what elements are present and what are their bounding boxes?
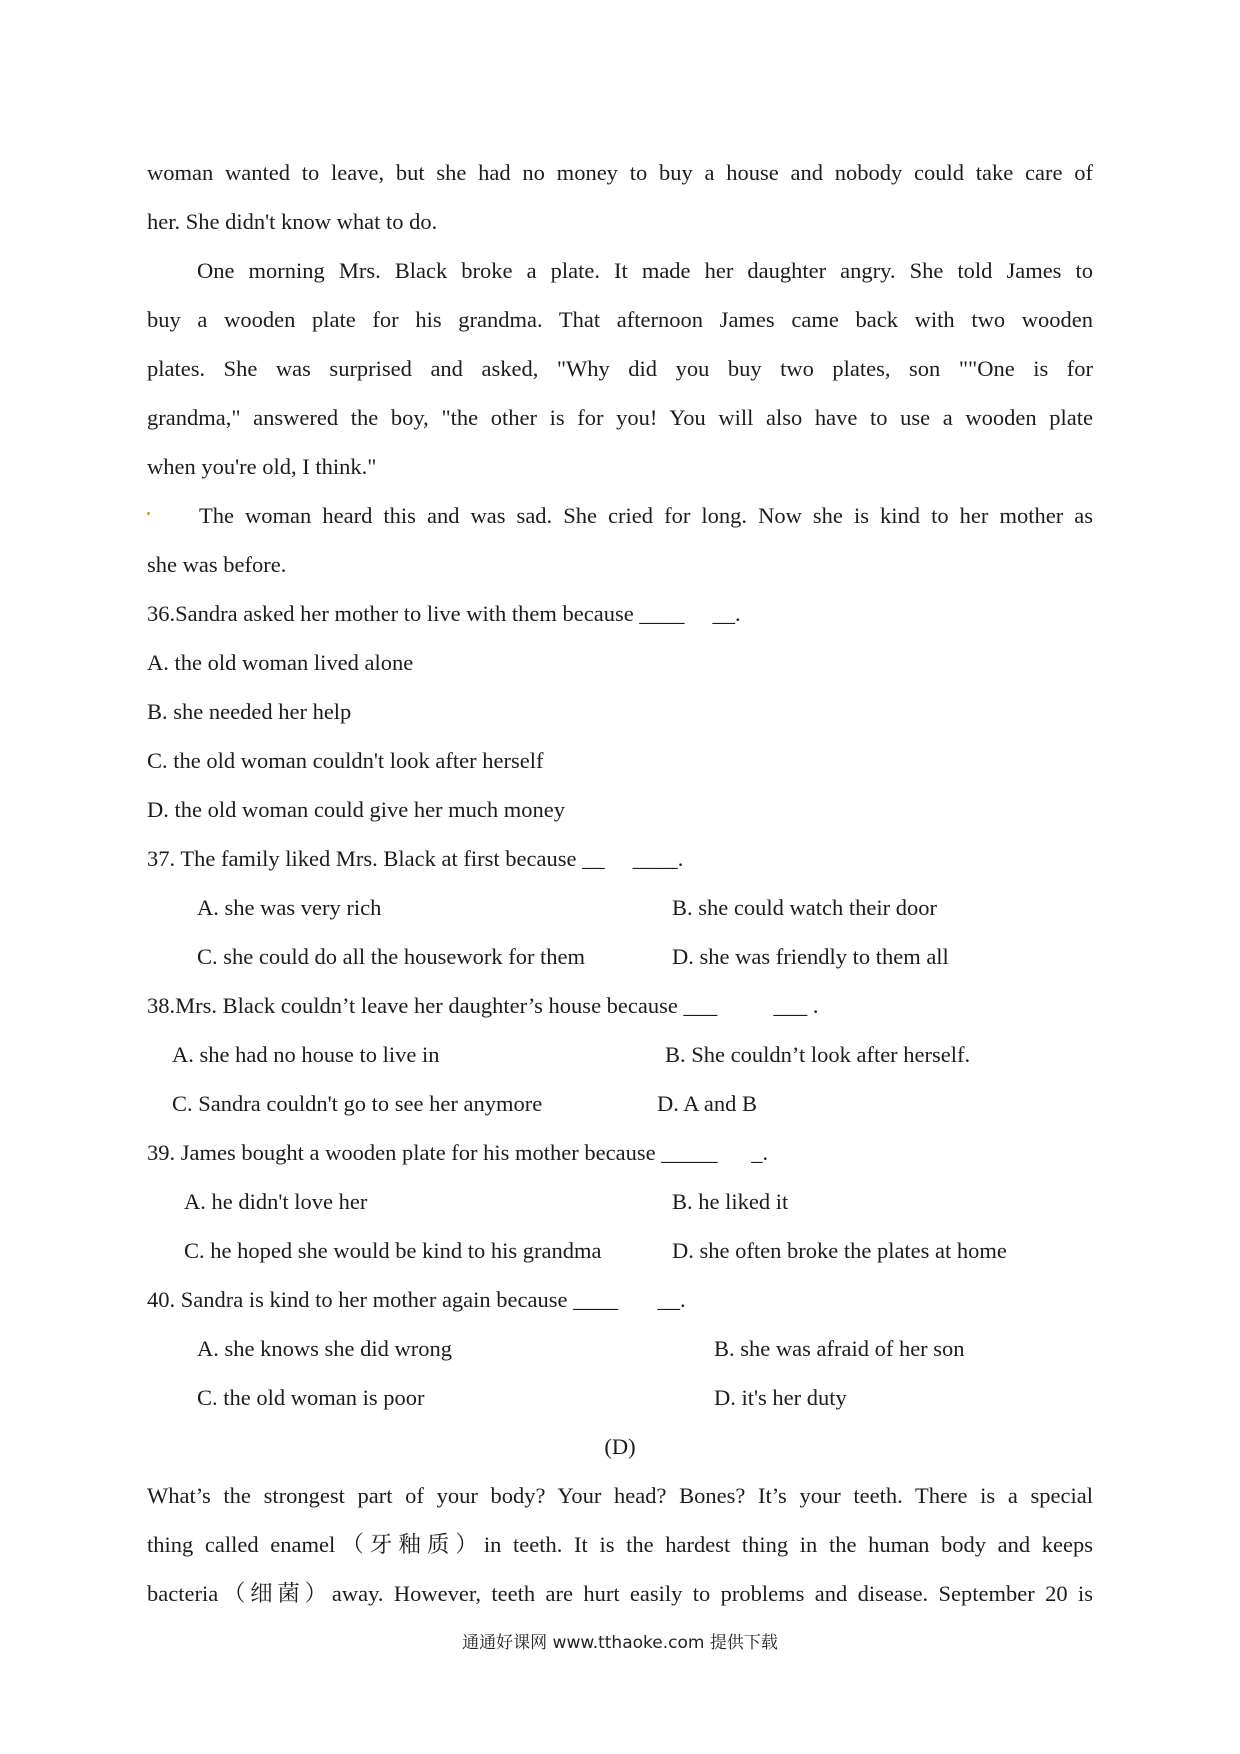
passage-line: woman wanted to leave, but she had no money to buy a house and nobody could take care of: [147, 160, 1093, 185]
option-b: B. she could watch their door: [672, 895, 937, 920]
page-footer: 通通好课网 www.tthaoke.com 提供下载: [462, 1633, 778, 1653]
question-stem: 36.Sandra asked her mother to live with them because ____ __.: [147, 601, 741, 626]
question-stem: 37. The family liked Mrs. Black at first because __ ____.: [147, 846, 684, 871]
question-stem: 38.Mrs. Black couldn’t leave her daughter’s house because ___ ___ .: [147, 993, 819, 1018]
option-c: C. the old woman is poor: [197, 1385, 425, 1410]
passage-line: when you're old, I think.": [147, 454, 377, 479]
option-b: B. she was afraid of her son: [714, 1336, 965, 1361]
passage-line: thing called enamel（牙釉质）in teeth. It is the hardest thing in the human body and keeps: [147, 1532, 1093, 1557]
passage-line: her. She didn't know what to do.: [147, 209, 438, 234]
option-b: B. She couldn’t look after herself.: [665, 1042, 971, 1067]
option-c: C. the old woman couldn't look after herself: [147, 748, 544, 773]
option-a: A. she had no house to live in: [172, 1042, 440, 1067]
option-a: A. the old woman lived alone: [147, 650, 414, 675]
option-d: D. it's her duty: [714, 1385, 847, 1410]
passage-line: grandma," answered the boy, "the other is for you! You will also have to use a wooden plate: [147, 405, 1093, 430]
option-b: B. she needed her help: [147, 699, 352, 724]
passage-line: she was before.: [147, 552, 287, 577]
option-c: C. she could do all the housework for them: [197, 944, 586, 969]
stray-mark: [147, 512, 150, 515]
option-b: B. he liked it: [672, 1189, 789, 1214]
option-a: A. she was very rich: [197, 895, 382, 920]
option-c: C. he hoped she would be kind to his grandma: [184, 1238, 602, 1263]
option-c: C. Sandra couldn't go to see her anymore: [172, 1091, 543, 1116]
option-d: D. the old woman could give her much money: [147, 797, 566, 822]
section-heading: (D): [604, 1434, 636, 1459]
passage-line: The woman heard this and was sad. She cried for long. Now she is kind to her mother as: [199, 503, 1093, 528]
option-d: D. she often broke the plates at home: [672, 1238, 1007, 1263]
option-d: D. A and B: [657, 1091, 758, 1116]
passage-line: buy a wooden plate for his grandma. That afternoon James came back with two wooden: [147, 307, 1093, 332]
passage-line: plates. She was surprised and asked, "Why did you buy two plates, son ""One is for: [147, 356, 1093, 381]
passage-line: bacteria（细菌）away. However, teeth are hurt easily to problems and disease. September 20 is: [147, 1581, 1093, 1606]
passage-line: One morning Mrs. Black broke a plate. It made her daughter angry. She told James to: [197, 258, 1093, 283]
question-stem: 39. James bought a wooden plate for his mother because _____ _.: [147, 1140, 769, 1165]
option-a: A. he didn't love her: [184, 1189, 368, 1214]
passage-line: What’s the strongest part of your body? Your head? Bones? It’s your teeth. There is a special: [147, 1483, 1093, 1508]
question-stem: 40. Sandra is kind to her mother again because ____ __.: [147, 1287, 686, 1312]
option-d: D. she was friendly to them all: [672, 944, 949, 969]
option-a: A. she knows she did wrong: [197, 1336, 452, 1361]
